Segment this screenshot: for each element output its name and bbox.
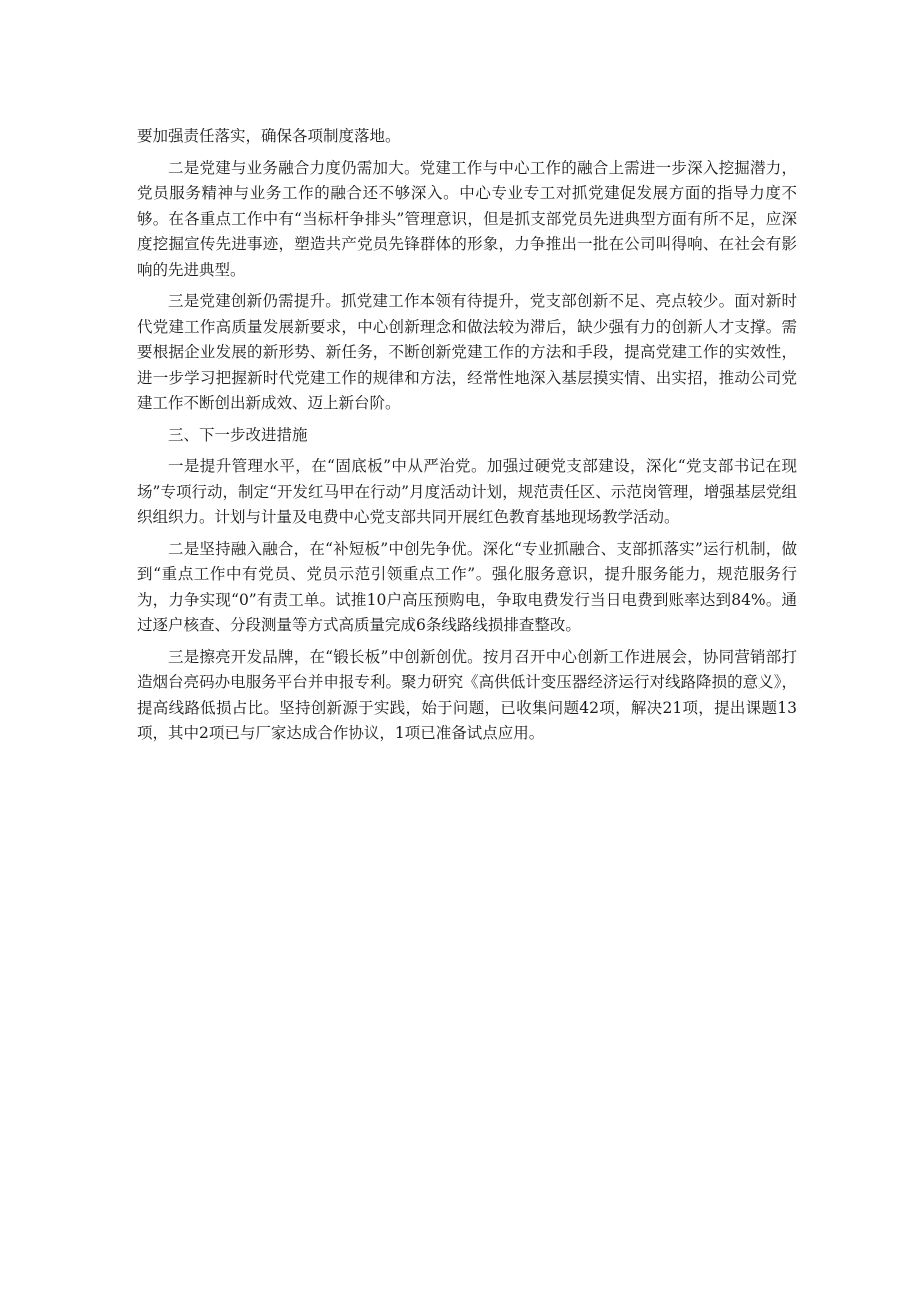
paragraph-management-level: 一是提升管理水平，在“固底板”中从严治党。加强过硬党支部建设，深化“党支部书记在现场”专项行动，制定“开发红马甲在行动”月度活动计划，规范责任区、示范岗管理，增强基层党组织组织力。计划与计量及电费中心党支部共同开展红色教育基地现场教学活动。 [137,457,797,526]
paragraph-continuation: 要加强责任落实，确保各项制度落地。 [137,127,401,145]
section-heading-next-steps: 三、下一步改进措施 [168,425,308,444]
paragraph-integration: 二是坚持融入融合，在“补短板”中创先争优。深化“专业抓融合、支部抓落实”运行机制，做到“重点工作中有党员、党员示范引领重点工作”。强化服务意识，提升服务能力，规范服务行为，力争实现“0”有责工单。试推10户高压预购电，争取电费发行当日电费到账率达到84%。通过逐户核查、分段测量等方式高质量完成6条线路线损排查整改。 [137,539,797,634]
document-body [137,124,797,753]
paragraph-business-integration: 二是党建与业务融合力度仍需加大。党建工作与中心工作的融合上需进一步深入挖掘潜力，党员服务精神与业务工作的融合还不够深入。中心专业专工对抓党建促发展方面的指导力度不够。在各重点工作中有“当标杆争排头”管理意识，但是抓支部党员先进典型方面有所不足，应深度挖掘宣传先进事迹，塑造共产党员先锋群体的形象，力争推出一批在公司叫得响、在社会有影响的先进典型。 [137,158,797,279]
paragraph-innovation: 三是党建创新仍需提升。抓党建工作本领有待提升，党支部创新不足、亮点较少。面对新时代党建工作高质量发展新要求，中心创新理念和做法较为滞后，缺少强有力的创新人才支撑。需要根据企业发展的新形势、新任务，不断创新党建工作的方法和手段，提高党建工作的实效性，进一步学习把握新时代党建工作的规律和方法，经常性地深入基层摸实情、出实招，推动公司党建工作不断创出新成效、迈上新台阶。 [137,292,797,412]
paragraph-brand: 三是擦亮开发品牌，在“锻长板”中创新创优。按月召开中心创新工作进展会，协同营销部打造烟台亮码办电服务平台并申报专利。聚力研究《高供低计变压器经济运行对线路降损的意义》，提高线路低损占比。坚持创新源于实践，始于问题，已收集问题42项，解决21项，提出课题13项，其中2项已与厂家达成合作协议，1项已准备试点应用。 [137,647,797,742]
